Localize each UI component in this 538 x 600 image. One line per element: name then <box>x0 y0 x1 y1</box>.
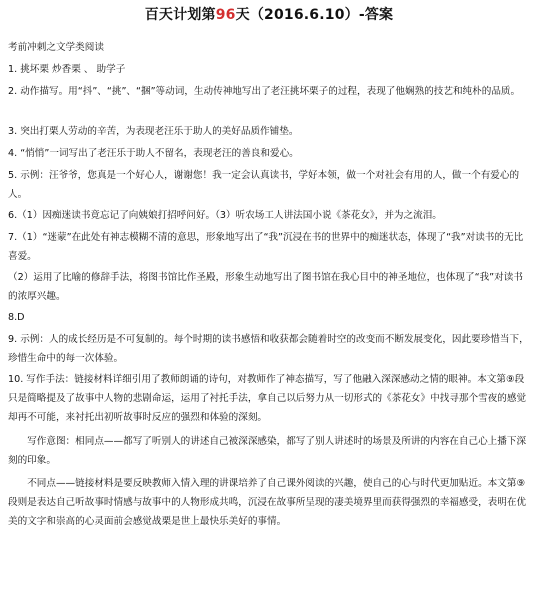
answer-10-intent-difference: 不同点——链接材料是要反映教师入情入理的讲课培养了自己课外阅读的兴趣，使自己的心与时代更加贴近。本文第⑨段则是表达自己听故事时情感与故事中的人物形成共鸣，沉浸在故事所呈现的凄美境界里而获得强烈的幸福感受，表明在优美的文字和崇高的心灵面前会感觉战栗是世上最快乐美好的事情。 <box>8 478 527 527</box>
answer-6: 6.（1）因痴迷读书竟忘记了向姨娘打招呼问好。（3）听农场工人讲法国小说《茶花女》，并为之流泪。 <box>8 210 442 221</box>
title-suffix: 天（2016.6.10）-答案 <box>235 7 394 23</box>
answer-10-technique: 10. 写作手法：链接材料详细引用了教师朗诵的诗句，对教师作了神态描写，写了他融入深深感动之情的眼神。本文第⑨段只是简略提及了故事中人物的悲剧命运，运用了衬托手法，拿自己以后努力从一切形式的《茶花女》中找寻那个雪夜的感觉却再不可能，来衬托出初听故事时反应的强烈和体验的深刻。 <box>8 374 527 423</box>
page-title <box>0 4 538 24</box>
answer-7-part-2: （2）运用了比喻的修辞手法，将图书馆比作圣殿，形象生动地写出了图书馆在我心目中的神圣地位，也体现了“我”对读书的浓厚兴趣。 <box>8 272 523 302</box>
answer-8: 8.D <box>8 312 25 323</box>
answer-3: 3. 突出打栗人劳动的辛苦，为表现老汪乐于助人的美好品质作铺垫。 <box>8 126 299 137</box>
answer-4: 4. “悄悄”一词写出了老汪乐于助人不留名，表现老汪的善良和爱心。 <box>8 148 299 159</box>
section-title: 考前冲刺之文学类阅读 <box>8 42 104 53</box>
answer-1: 1. 挑坏栗 炒香栗 、 助学子 <box>8 64 126 75</box>
answer-7-part-1: 7.（1）“迷蒙”在此处有神志模糊不清的意思，形象地写出了“我”沉浸在书的世界中的痴迷状态，体现了“我”对读书的无比喜爱。 <box>8 232 524 262</box>
answer-10-intent-similarity: 写作意图：相同点——都写了听别人的讲述自己被深深感染，都写了别人讲述时的场景及所讲的内容在自己心上播下深刻的印象。 <box>8 436 527 466</box>
answer-5: 5. 示例：汪爷爷，您真是一个好心人，谢谢您！我一定会认真读书，学好本领，做一个对社会有用的人，做一个有爱心的人。 <box>8 170 520 200</box>
title-prefix: 百天计划第 <box>144 7 216 23</box>
title-day-number: 96 <box>215 7 236 23</box>
answer-2: 2. 动作描写。用“抖”、“挑”、“捆”等动词，生动传神地写出了老汪挑坏栗子的过程，表现了他娴熟的技艺和纯朴的品质。 <box>8 86 521 97</box>
answer-9: 9. 示例：人的成长经历是不可复制的。每个时期的读书感悟和收获都会随着时空的改变而不断发展变化，因此要珍惜当下，珍惜生命中的每一次体验。 <box>8 334 529 364</box>
